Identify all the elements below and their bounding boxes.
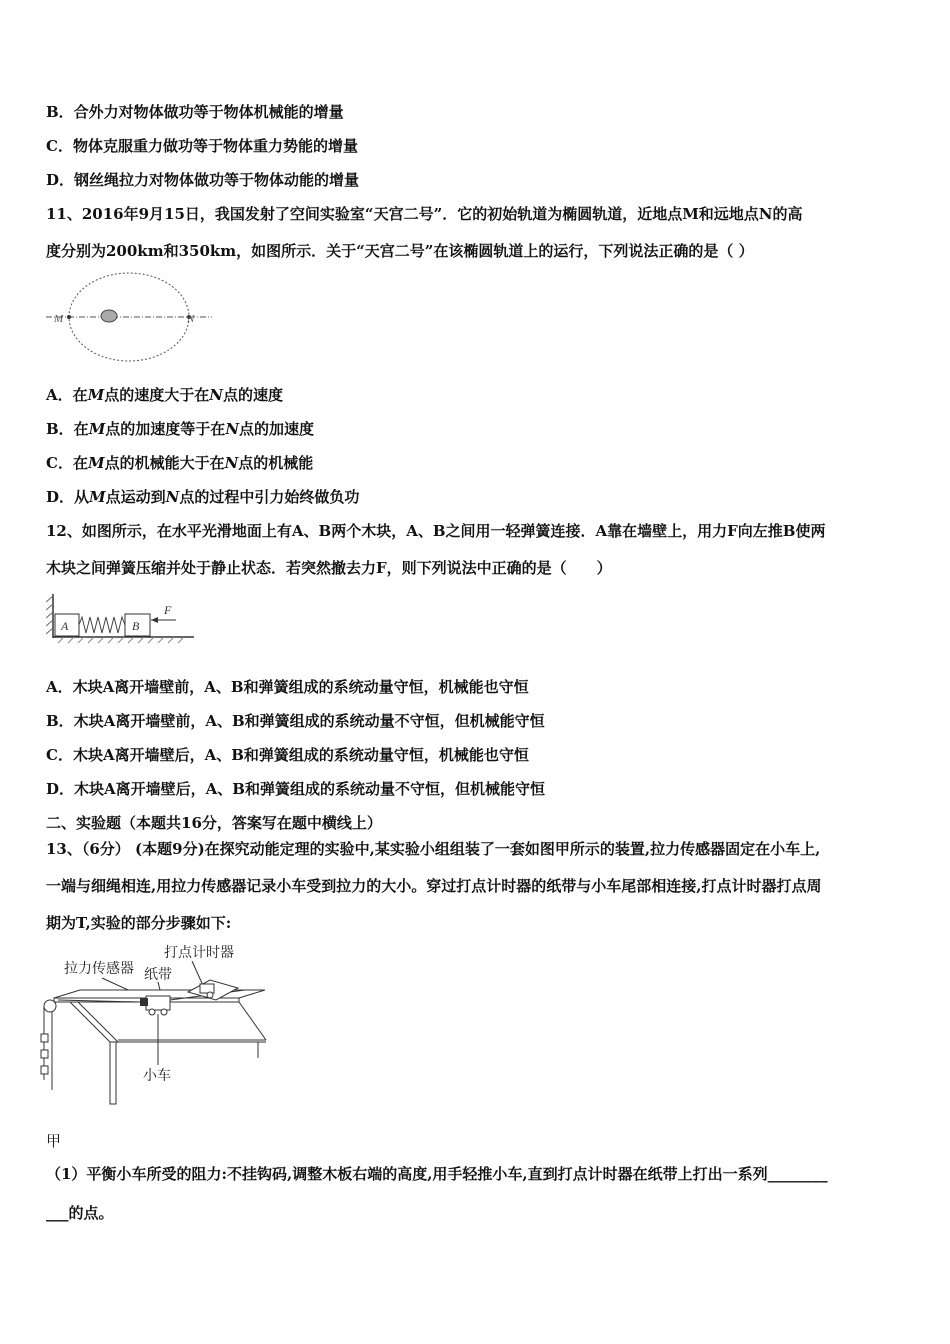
q11-option-c: C．在M点的机械能大于在N点的机械能 (46, 454, 314, 472)
label-b: B (132, 619, 140, 633)
label-f: F (164, 603, 172, 617)
q10-option-c: C．物体克服重力做功等于物体重力势能的增量 (46, 137, 358, 155)
q13-step1-line1: （1）平衡小车所受的阻力:不挂钩码,调整木板右端的高度,用手轻推小车,直到打点计时器在纸带上打出一系列________ (46, 1165, 828, 1183)
q12-stem-line1: 12、如图所示，在水平光滑地面上有A、B两个木块，A、B之间用一轻弹簧连接．A靠在墙壁上，用力F向左推B使两 (46, 522, 826, 540)
q12-option-c: C．木块A离开墙壁后，A、B和弹簧组成的系统动量守恒，机械能也守恒 (46, 746, 529, 764)
timer-box (200, 984, 214, 993)
q13-stem-line1: 13、（6分） (本题9分)在探究动能定理的实验中,某实验小组组装了一套如图甲所示的装置,拉力传感器固定在小车上, (46, 840, 821, 858)
ground-hatching (58, 637, 184, 643)
q10-option-b: B．合外力对物体做功等于物体机械能的增量 (46, 103, 344, 121)
wall-hatching (46, 596, 53, 634)
label-cart: 小车 (143, 1068, 171, 1084)
hook-weight (41, 1034, 48, 1042)
q11-stem-line1: 11、2016年9月15日，我国发射了空间实验室“天宫二号”．它的初始轨道为椭圆轨道，近地点M和远地点N的高 (46, 205, 803, 223)
cart-wheel (149, 1009, 155, 1015)
q11-option-d: D．从M点运动到N点的过程中引力始终做负功 (46, 488, 360, 506)
q12-option-a: A．木块A离开墙壁前，A、B和弹簧组成的系统动量守恒，机械能也守恒 (46, 678, 529, 696)
orbit-diagram (44, 270, 224, 365)
label-m: M (54, 313, 64, 325)
label-sensor: 拉力传感器 (64, 961, 134, 977)
table-side (239, 1002, 266, 1040)
figure-caption: 甲 (46, 1132, 62, 1150)
cart (146, 996, 170, 1010)
q10-option-d: D．钢丝绳拉力对物体做功等于物体动能的增量 (46, 171, 360, 189)
point-m (67, 315, 71, 319)
table-leg-left (110, 1042, 116, 1104)
apparatus-diagram (40, 940, 270, 1108)
spring (79, 617, 125, 633)
cart-wheel-2 (161, 1009, 167, 1015)
q13-step1-line2: ___的点。 (46, 1204, 114, 1222)
q11-stem-line2: 度分别为200km和350km，如图所示．关于“天宫二号”在该椭圆轨道上的运行，下列说法正确的是（ ） (46, 242, 754, 260)
q12-option-b: B．木块A离开墙壁前，A、B和弹簧组成的系统动量不守恒，但机械能守恒 (46, 712, 545, 730)
earth-icon (101, 310, 117, 322)
label-a: A (61, 619, 69, 633)
q13-stem-line3: 期为T,实验的部分步骤如下: (46, 914, 232, 932)
q12-stem-line2: 木块之间弹簧压缩并处于静止状态．若突然撤去力F，则下列说法中正确的是（ ） (46, 559, 612, 577)
spring-blocks-diagram (44, 590, 196, 644)
board-edge (70, 1002, 110, 1042)
label-tape: 纸带 (144, 967, 172, 983)
label-n: N (187, 313, 195, 325)
section-heading: 二、实验题（本题共16分，答案写在题中横线上） (46, 814, 382, 832)
hook-weight-3 (41, 1066, 48, 1074)
timer-coil (207, 992, 213, 998)
board-edge-2 (78, 1002, 118, 1042)
q12-option-d: D．木块A离开墙壁后，A、B和弹簧组成的系统动量不守恒，但机械能守恒 (46, 780, 545, 798)
pulley (44, 1000, 56, 1012)
q11-option-b: B．在M点的加速度等于在N点的加速度 (46, 420, 315, 438)
label-timer: 打点计时器 (164, 945, 234, 961)
arrow-head-icon (151, 617, 158, 623)
hook-weight-2 (41, 1050, 48, 1058)
q11-option-a: A．在M点的速度大于在N点的速度 (46, 386, 283, 404)
force-sensor (140, 998, 148, 1006)
q13-stem-line2: 一端与细绳相连,用拉力传感器记录小车受到拉力的大小。穿过打点计时器的纸带与小车尾部相连接,打点计时器打点周 (46, 877, 822, 895)
